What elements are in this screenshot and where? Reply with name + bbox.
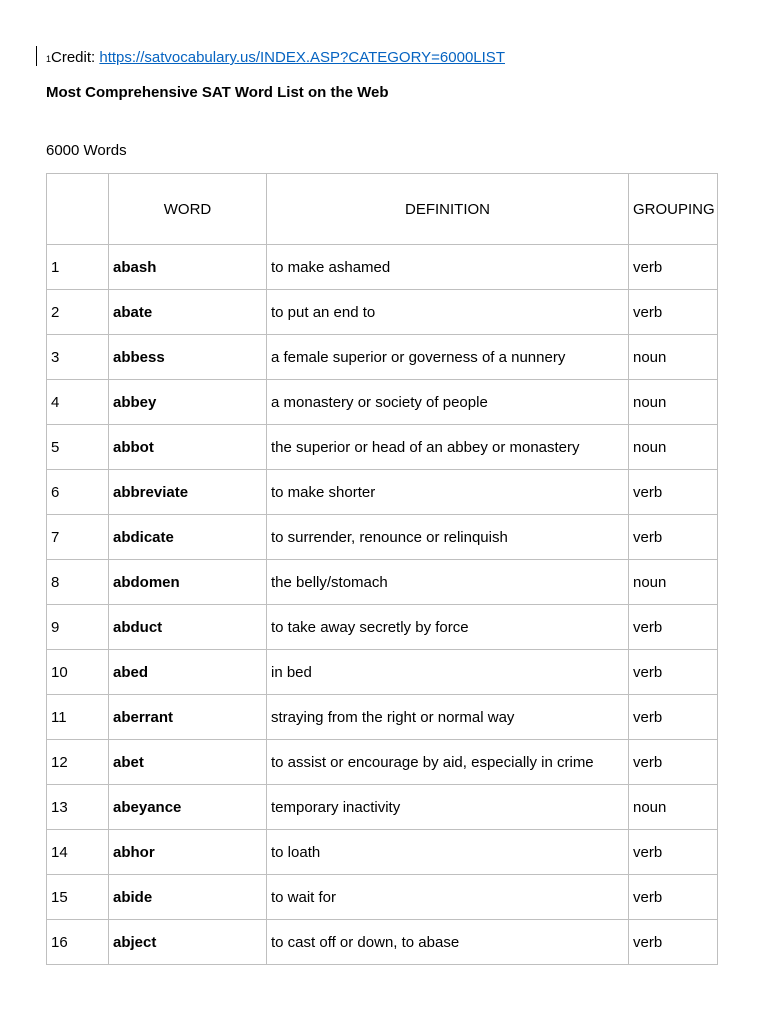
- cell-definition: to cast off or down, to abase: [267, 920, 629, 965]
- table-row: [47, 920, 718, 965]
- cell-definition: to make ashamed: [267, 245, 629, 290]
- word-count: 6000 Words: [46, 142, 127, 159]
- cell-word: abbreviate: [109, 470, 267, 515]
- word-table: [46, 173, 718, 965]
- header-grouping: GROUPING: [629, 174, 718, 245]
- table-row: [47, 650, 718, 695]
- cell-number: 6: [47, 470, 109, 515]
- cell-number: 14: [47, 830, 109, 875]
- cell-number: 16: [47, 920, 109, 965]
- table-row: [47, 425, 718, 470]
- cell-definition: temporary inactivity: [267, 785, 629, 830]
- cell-number: 12: [47, 740, 109, 785]
- cell-word: abet: [109, 740, 267, 785]
- cell-definition: a female superior or governess of a nunnery: [267, 335, 629, 380]
- cell-number: 9: [47, 605, 109, 650]
- cell-word: abhor: [109, 830, 267, 875]
- table-row: [47, 695, 718, 740]
- cell-definition: to take away secretly by force: [267, 605, 629, 650]
- cell-number: 3: [47, 335, 109, 380]
- cell-definition: in bed: [267, 650, 629, 695]
- cell-definition: to wait for: [267, 875, 629, 920]
- cell-word: abbot: [109, 425, 267, 470]
- cell-word: abbess: [109, 335, 267, 380]
- cell-definition: to put an end to: [267, 290, 629, 335]
- cell-grouping: verb: [629, 740, 718, 785]
- cell-number: 2: [47, 290, 109, 335]
- table-row: [47, 245, 718, 290]
- cell-number: 7: [47, 515, 109, 560]
- text-cursor: [36, 46, 37, 66]
- cell-grouping: verb: [629, 875, 718, 920]
- cell-word: abide: [109, 875, 267, 920]
- cell-word: abbey: [109, 380, 267, 425]
- cell-word: abate: [109, 290, 267, 335]
- cell-grouping: verb: [629, 920, 718, 965]
- cell-word: abdicate: [109, 515, 267, 560]
- cell-grouping: noun: [629, 560, 718, 605]
- cell-definition: the superior or head of an abbey or monastery: [267, 425, 629, 470]
- cell-definition: to make shorter: [267, 470, 629, 515]
- cell-grouping: verb: [629, 245, 718, 290]
- cell-word: abeyance: [109, 785, 267, 830]
- cell-word: abed: [109, 650, 267, 695]
- cell-word: abject: [109, 920, 267, 965]
- cell-number: 4: [47, 380, 109, 425]
- cell-number: 15: [47, 875, 109, 920]
- cell-word: abash: [109, 245, 267, 290]
- table-header-row: [47, 174, 718, 245]
- cell-definition: the belly/stomach: [267, 560, 629, 605]
- table-body: [47, 245, 718, 965]
- cell-definition: to loath: [267, 830, 629, 875]
- cell-grouping: verb: [629, 470, 718, 515]
- cell-number: 11: [47, 695, 109, 740]
- credit-link[interactable]: https://satvocabulary.us/INDEX.ASP?CATEGORY=6000LIST: [99, 49, 505, 66]
- cell-number: 1: [47, 245, 109, 290]
- cell-definition: to surrender, renounce or relinquish: [267, 515, 629, 560]
- cell-grouping: verb: [629, 605, 718, 650]
- table-row: [47, 830, 718, 875]
- table-row: [47, 560, 718, 605]
- credit-label: Credit:: [51, 49, 100, 66]
- cell-definition: a monastery or society of people: [267, 380, 629, 425]
- cell-grouping: verb: [629, 695, 718, 740]
- table-row: [47, 290, 718, 335]
- table-row: [47, 740, 718, 785]
- table-row: [47, 380, 718, 425]
- cell-grouping: verb: [629, 515, 718, 560]
- cell-grouping: noun: [629, 335, 718, 380]
- footnote-mark: 1: [46, 54, 52, 64]
- header-number: [47, 174, 109, 245]
- table-row: [47, 335, 718, 380]
- cell-grouping: noun: [629, 380, 718, 425]
- cell-word: aberrant: [109, 695, 267, 740]
- cell-definition: straying from the right or normal way: [267, 695, 629, 740]
- cell-number: 10: [47, 650, 109, 695]
- header-definition: DEFINITION: [267, 174, 629, 245]
- cell-number: 5: [47, 425, 109, 470]
- header-word: WORD: [109, 174, 267, 245]
- cell-word: abduct: [109, 605, 267, 650]
- table-row: [47, 785, 718, 830]
- cell-grouping: verb: [629, 830, 718, 875]
- cell-grouping: noun: [629, 785, 718, 830]
- table-row: [47, 515, 718, 560]
- credit-line: [46, 48, 505, 69]
- document-title: Most Comprehensive SAT Word List on the Web: [46, 84, 389, 101]
- table-row: [47, 470, 718, 515]
- table-row: [47, 605, 718, 650]
- cell-grouping: verb: [629, 290, 718, 335]
- cell-grouping: verb: [629, 650, 718, 695]
- cell-word: abdomen: [109, 560, 267, 605]
- cell-definition: to assist or encourage by aid, especially in crime: [267, 740, 629, 785]
- cell-number: 8: [47, 560, 109, 605]
- cell-number: 13: [47, 785, 109, 830]
- cell-grouping: noun: [629, 425, 718, 470]
- table-row: [47, 875, 718, 920]
